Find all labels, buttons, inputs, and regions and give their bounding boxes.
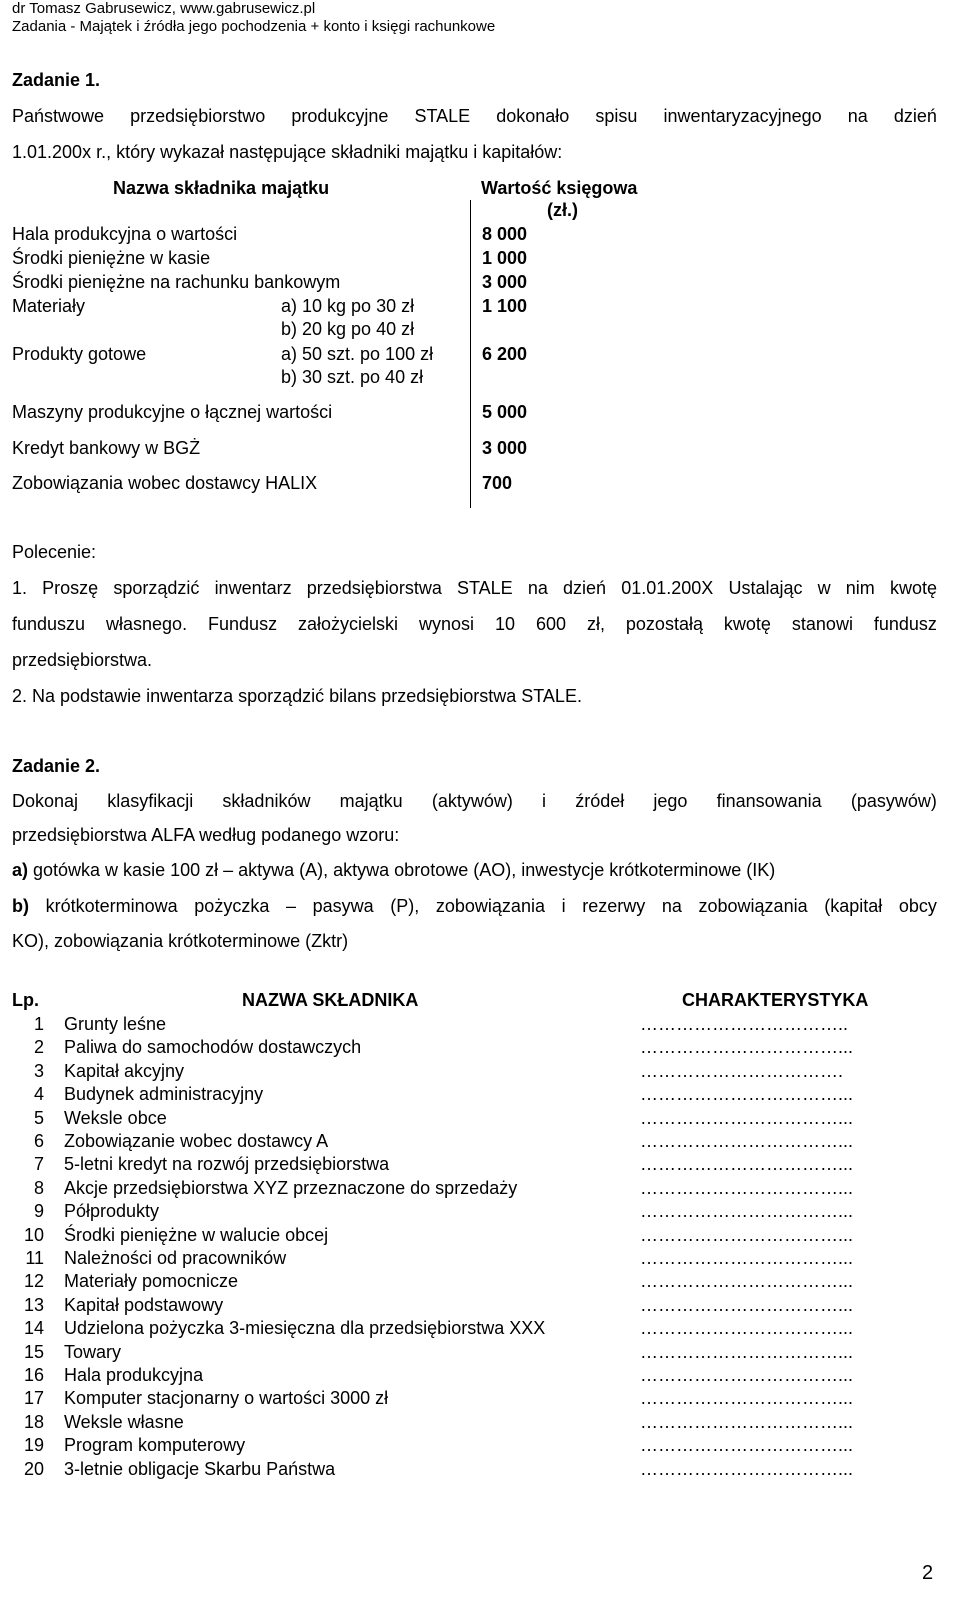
word: dzień (563, 578, 607, 598)
row-component-name: Komputer stacjonarny o wartości 3000 zł (64, 1388, 389, 1409)
row-lp: 5 (33, 1107, 44, 1128)
row-component-name: 5-letni kredyt na rozwój przedsiębiorstwa (64, 1154, 390, 1175)
word: Ustalając (728, 578, 803, 598)
row-component-name: Materiały pomocnicze (64, 1271, 239, 1292)
table-col-unit: (zł.) (547, 200, 578, 220)
row-component-name: Należności od pracowników (64, 1248, 287, 1268)
asset-name: Środki pieniężne na rachunku bankowym (12, 272, 341, 292)
row-component-name: 3-letnie obligacje Skarbu Państwa (64, 1458, 336, 1479)
word: obcy (898, 896, 937, 916)
col-lp: Lp. (12, 990, 39, 1010)
row-lp: 2 (33, 1037, 44, 1058)
row-lp: 1 (33, 1014, 44, 1034)
row-characteristic-dots: ……………………………... (640, 1318, 854, 1339)
page-number: 2 (922, 1562, 934, 1584)
asset-name: Zobowiązania wobec dostawcy HALIX (12, 473, 318, 493)
col-characteristic: CHARAKTERYSTYKA (682, 990, 869, 1010)
row-characteristic-dots: ……………………………... (640, 1201, 854, 1222)
word: nim (845, 578, 875, 598)
word: kwotę (723, 614, 771, 634)
word: Fundusz (208, 614, 278, 634)
task2-intro-line1 (12, 791, 937, 812)
word: założycielski (298, 614, 399, 634)
row-characteristic-dots: ……………………………... (640, 1131, 854, 1151)
word: 1. (12, 578, 28, 598)
word: i (542, 791, 547, 811)
task1-intro-line2: 1.01.200x r., który wykazał następujące składniki majątku i kapitałów: (12, 142, 563, 162)
word: produkcyjne (291, 106, 389, 126)
row-lp: 16 (23, 1365, 44, 1385)
word: krótkoterminowa (45, 896, 178, 916)
word: finansowania (716, 791, 822, 811)
row-characteristic-dots: ……………………………... (640, 1388, 854, 1409)
task1-title: Zadanie 1. (12, 70, 101, 90)
word: sporządzić (113, 578, 200, 598)
row-lp: 11 (25, 1248, 44, 1268)
col-component-name: NAZWA SKŁADNIKA (242, 990, 419, 1010)
word: (P), (390, 896, 420, 916)
word: i (561, 896, 566, 916)
row-lp: 10 (23, 1224, 44, 1245)
word: (kapitał (824, 896, 883, 916)
word: – (285, 896, 296, 916)
asset-name: Środki pieniężne w kasie (12, 248, 211, 268)
row-characteristic-dots: ……………………………... (640, 1365, 854, 1385)
word: 10 600 (495, 614, 566, 634)
word: Dokonaj (12, 791, 79, 811)
row-characteristic-dots: ……………………………... (640, 1037, 854, 1058)
row-component-name: Kapitał akcyjny (64, 1060, 185, 1081)
word: spisu (595, 106, 638, 126)
word: funduszu (12, 614, 86, 634)
word: 01.01.200X (621, 578, 714, 598)
row-characteristic-dots: ……………………………... (640, 1248, 854, 1268)
word: jego (653, 791, 688, 811)
word: Proszę (42, 578, 99, 598)
task2-title: Zadanie 2. (12, 756, 101, 776)
row-characteristic-dots: …………………………….. (640, 1014, 849, 1034)
row-lp: 19 (23, 1435, 44, 1456)
row-component-name: Udzielona pożyczka 3-miesięczna dla przedsiębiorstwa XXX (64, 1318, 546, 1339)
row-lp: 15 (23, 1341, 44, 1362)
row-characteristic-dots: ……………………………... (640, 1177, 854, 1198)
asset-name: Kredyt bankowy w BGŻ (12, 438, 201, 458)
table-divider (470, 200, 471, 508)
command1-line1 (12, 578, 937, 599)
asset-value: 3 000 (482, 438, 528, 458)
row-component-name: Środki pieniężne w walucie obcej (64, 1224, 329, 1245)
word: na (847, 106, 868, 126)
asset-name: Maszyny produkcyjne o łącznej wartości (12, 402, 333, 422)
asset-value: 1 100 (482, 296, 528, 316)
row-characteristic-dots: ……………………………... (640, 1435, 854, 1456)
asset-name: Materiały (12, 296, 86, 316)
row-component-name: Weksle własne (64, 1411, 184, 1432)
row-component-name: Towary (64, 1341, 122, 1362)
word: zobowiązania (435, 896, 545, 916)
word: przedsiębiorstwo (130, 106, 266, 126)
asset-sub-a: a) 10 kg po 30 zł (281, 296, 415, 316)
table-col-name: Nazwa składnika majątku (113, 178, 330, 198)
row-characteristic-dots: ……………………………... (640, 1411, 854, 1432)
word: fundusz (873, 614, 937, 634)
word: składników (222, 791, 311, 811)
word: pasywa (312, 896, 374, 916)
example-b-line1 (12, 896, 937, 917)
header-subject: Zadania - Majątek i źródła jego pochodzenia + konto i księgi rachunkowe (12, 18, 496, 35)
row-characteristic-dots: ……………………………... (640, 1458, 854, 1479)
row-lp: 4 (33, 1084, 44, 1105)
word: własnego. (106, 614, 188, 634)
row-lp: 7 (33, 1154, 44, 1175)
row-characteristic-dots: ……………………………. (640, 1060, 844, 1081)
row-component-name: Grunty leśne (64, 1014, 167, 1034)
header-author: dr Tomasz Gabrusewicz, www.gabrusewicz.pl (12, 0, 316, 17)
task1-intro-line1 (12, 106, 937, 127)
word: rezerwy (582, 896, 646, 916)
asset-sub-a: a) 50 szt. po 100 zł (281, 344, 434, 364)
word: zobowiązania (698, 896, 808, 916)
row-component-name: Akcje przedsiębiorstwa XYZ przeznaczone do sprzedaży (64, 1177, 518, 1198)
example-a-text: gotówka w kasie 100 zł – aktywa (A), aktywa obrotowe (AO), inwestycje krótkoterminowe (IK) (28, 860, 776, 880)
word: STALE (456, 578, 513, 598)
example-b-line2: KO), zobowiązania krótkoterminowe (Zktr) (12, 931, 349, 951)
word: Państwowe (12, 106, 105, 126)
example-b-label: b) (12, 896, 29, 916)
row-characteristic-dots: ……………………………... (640, 1107, 854, 1128)
asset-value: 3 000 (482, 272, 528, 292)
word: na (527, 578, 548, 598)
word: majątku (339, 791, 403, 811)
asset-value: 1 000 (482, 248, 528, 268)
asset-value: 5 000 (482, 402, 528, 422)
row-component-name: Budynek administracyjny (64, 1084, 264, 1105)
polecenie-label: Polecenie: (12, 542, 97, 562)
word: (aktywów) (431, 791, 513, 811)
word: zł, (586, 614, 605, 634)
row-lp: 8 (33, 1177, 44, 1198)
example-a (12, 860, 775, 881)
row-lp: 18 (23, 1411, 44, 1432)
row-component-name: Zobowiązanie wobec dostawcy A (64, 1131, 329, 1151)
row-component-name: Weksle obce (64, 1107, 167, 1128)
word: wynosi (419, 614, 475, 634)
row-lp: 13 (23, 1294, 44, 1315)
table-col-value: Wartość księgowa (481, 178, 638, 198)
word: (pasywów) (850, 791, 937, 811)
word: STALE (414, 106, 471, 126)
asset-value: 6 200 (482, 344, 528, 364)
word: klasyfikacji (107, 791, 194, 811)
row-component-name: Hala produkcyjna (64, 1365, 204, 1385)
word: stanowi (791, 614, 853, 634)
row-lp: 12 (23, 1271, 44, 1292)
row-lp: 20 (23, 1458, 44, 1479)
row-characteristic-dots: ……………………………... (640, 1084, 854, 1105)
row-component-name: Program komputerowy (64, 1435, 246, 1456)
row-lp: 6 (33, 1131, 44, 1151)
row-characteristic-dots: ……………………………... (640, 1294, 854, 1315)
word: inwentarz (214, 578, 292, 598)
word: w (817, 578, 831, 598)
word: pozostałą (625, 614, 703, 634)
command1-line3: przedsiębiorstwa. (12, 650, 153, 670)
word: dokonało (496, 106, 570, 126)
task2-intro-line2: przedsiębiorstwa ALFA według podanego wzoru: (12, 825, 400, 845)
word: inwentaryzacyjnego (663, 106, 822, 126)
row-characteristic-dots: ……………………………... (640, 1271, 854, 1292)
row-lp: 3 (33, 1060, 44, 1081)
row-lp: 9 (33, 1201, 44, 1222)
asset-name: Produkty gotowe (12, 344, 147, 364)
asset-value: 700 (482, 473, 513, 493)
asset-value: 8 000 (482, 224, 528, 244)
word: na (661, 896, 682, 916)
asset-sub-b: b) 20 kg po 40 zł (281, 319, 415, 339)
word: kwotę (889, 578, 937, 598)
row-lp: 17 (23, 1388, 44, 1409)
row-characteristic-dots: ……………………………... (640, 1224, 854, 1245)
row-characteristic-dots: ……………………………... (640, 1154, 854, 1175)
row-characteristic-dots: ……………………………... (640, 1341, 854, 1362)
word: przedsiębiorstwa (306, 578, 442, 598)
word: źródeł (575, 791, 625, 811)
command1-line2 (12, 614, 937, 635)
row-component-name: Paliwa do samochodów dostawczych (64, 1037, 362, 1058)
example-a-label: a) (12, 860, 29, 880)
row-lp: 14 (23, 1318, 44, 1339)
asset-sub-b: b) 30 szt. po 40 zł (281, 367, 424, 387)
word: pożyczka (194, 896, 270, 916)
row-component-name: Kapitał podstawowy (64, 1294, 224, 1315)
word: dzień (893, 106, 937, 126)
command2: 2. Na podstawie inwentarza sporządzić bilans przedsiębiorstwa STALE. (12, 686, 582, 706)
row-component-name: Półprodukty (64, 1201, 160, 1222)
asset-name: Hala produkcyjna o wartości (12, 224, 238, 244)
